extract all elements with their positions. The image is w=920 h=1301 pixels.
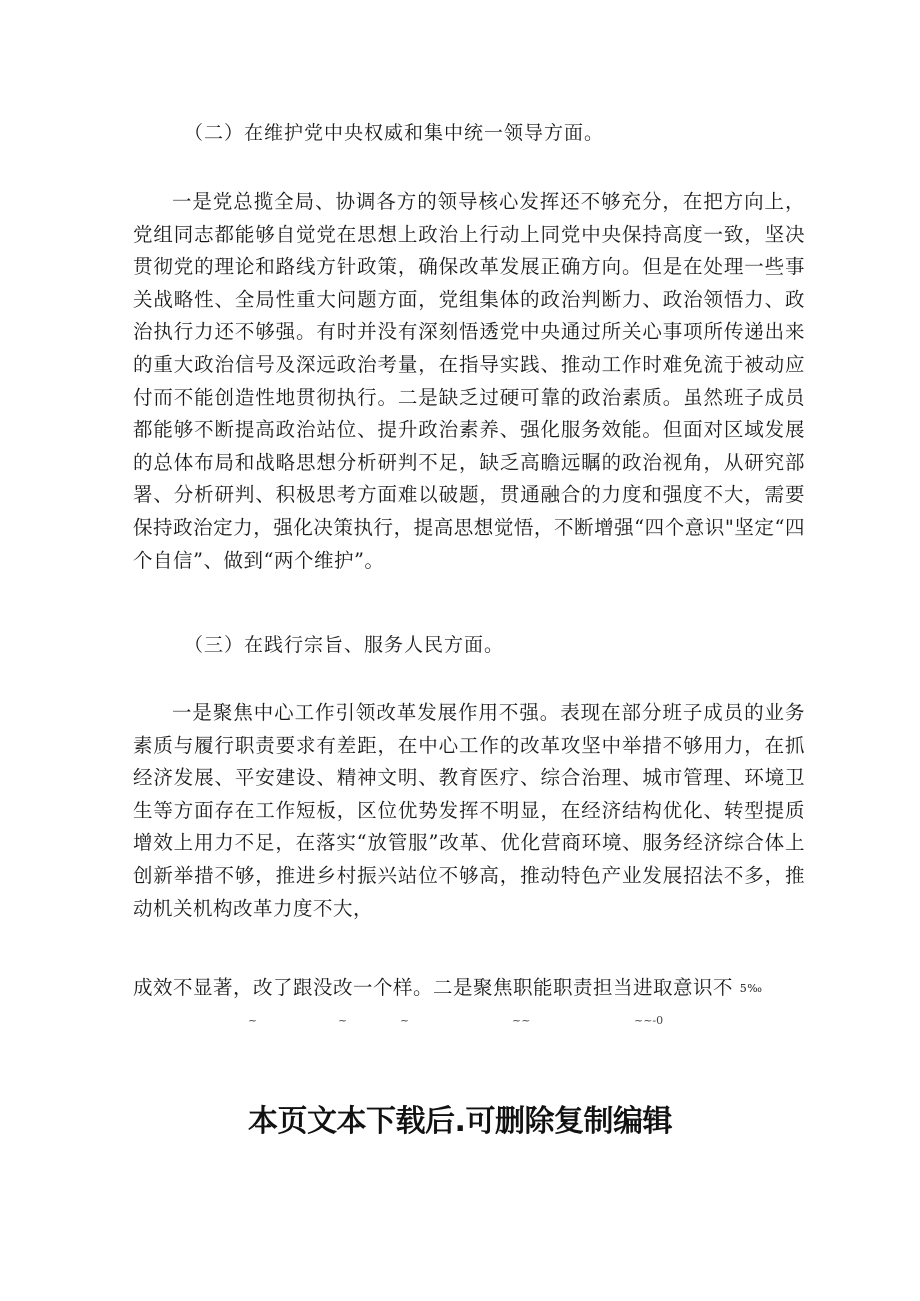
scan-mark: ~ (248, 1014, 258, 1027)
section-2-heading: （二）在维护党中央权威和集中统一领导方面。 (184, 122, 605, 144)
section-2-paragraph: 一是党总揽全局、协调各方的领导核心发挥还不够充分，在把方向上，党组同志都能够自觉党在思想上政治上行动上同党中央保持高度一致，坚决贯彻党的理论和路线方针政策，确保改革发展正确方向。但是在处理一些事关战略性、全局性重大问题方面，党组集体的政治判断力、政治领悟力、政治执行力还不够强。有时并没有深刻悟透党中央通过所关心事项所传递出来的重大政治信号及深远政治考量，在指导实践、推动工作时难免流于被动应付而不能创造性地贯彻执行。二是缺乏过硬可靠的政治素质。虽然班子成员都能够不断提高政治站位、提升政治素养、强化服务效能。但面对区域发展的总体布局和战略思想分析研判不足，缺乏高瞻远瞩的政治视角，从研究部署、分析研判、积极思考方面难以破题，贯通融合的力度和强度不大，需要保持政治定力，强化决策执行，提高思想觉悟，不断增强“四个意识"坚定“四个自信”、做到“两个维护”。 (133, 190, 805, 572)
scan-mark: ~~-0 (634, 1014, 664, 1027)
scan-mark: ~ (338, 1014, 348, 1027)
section-3-paragraph: 一是聚焦中心工作引领改革发展作用不强。表现在部分班子成员的业务素质与履行职责要求有差距，在中心工作的改革攻坚中举措不够用力，在抓经济发展、平安建设、精神文明、教育医疗、综合治理、城市管理、环境卫生等方面存在工作短板，区位优势发挥不明显，在经济结构优化、转型提质增效上用力不足，在落实“放管服”改革、优化营商环境、服务经济综合体上创新举措不够，推进乡村振兴站位不够高，推动特色产业发展招法不多，推动机关机构改革力度不大， (133, 701, 805, 920)
scan-mark: ~~ (512, 1014, 531, 1027)
scan-marks (0, 1014, 920, 1030)
section-3-heading: （三）在践行宗旨、服务人民方面。 (184, 634, 505, 656)
fragment-line (133, 972, 762, 1000)
scan-mark: ~ (400, 1014, 410, 1027)
download-notice: 本页文本下载后.可删除复制编辑 (248, 1104, 672, 1139)
scan-artifact: 5‰ (739, 982, 763, 995)
fragment-text: 成效不显著，改了跟没改一个样。二是聚焦职能职责担当进取意识不 (133, 976, 734, 999)
